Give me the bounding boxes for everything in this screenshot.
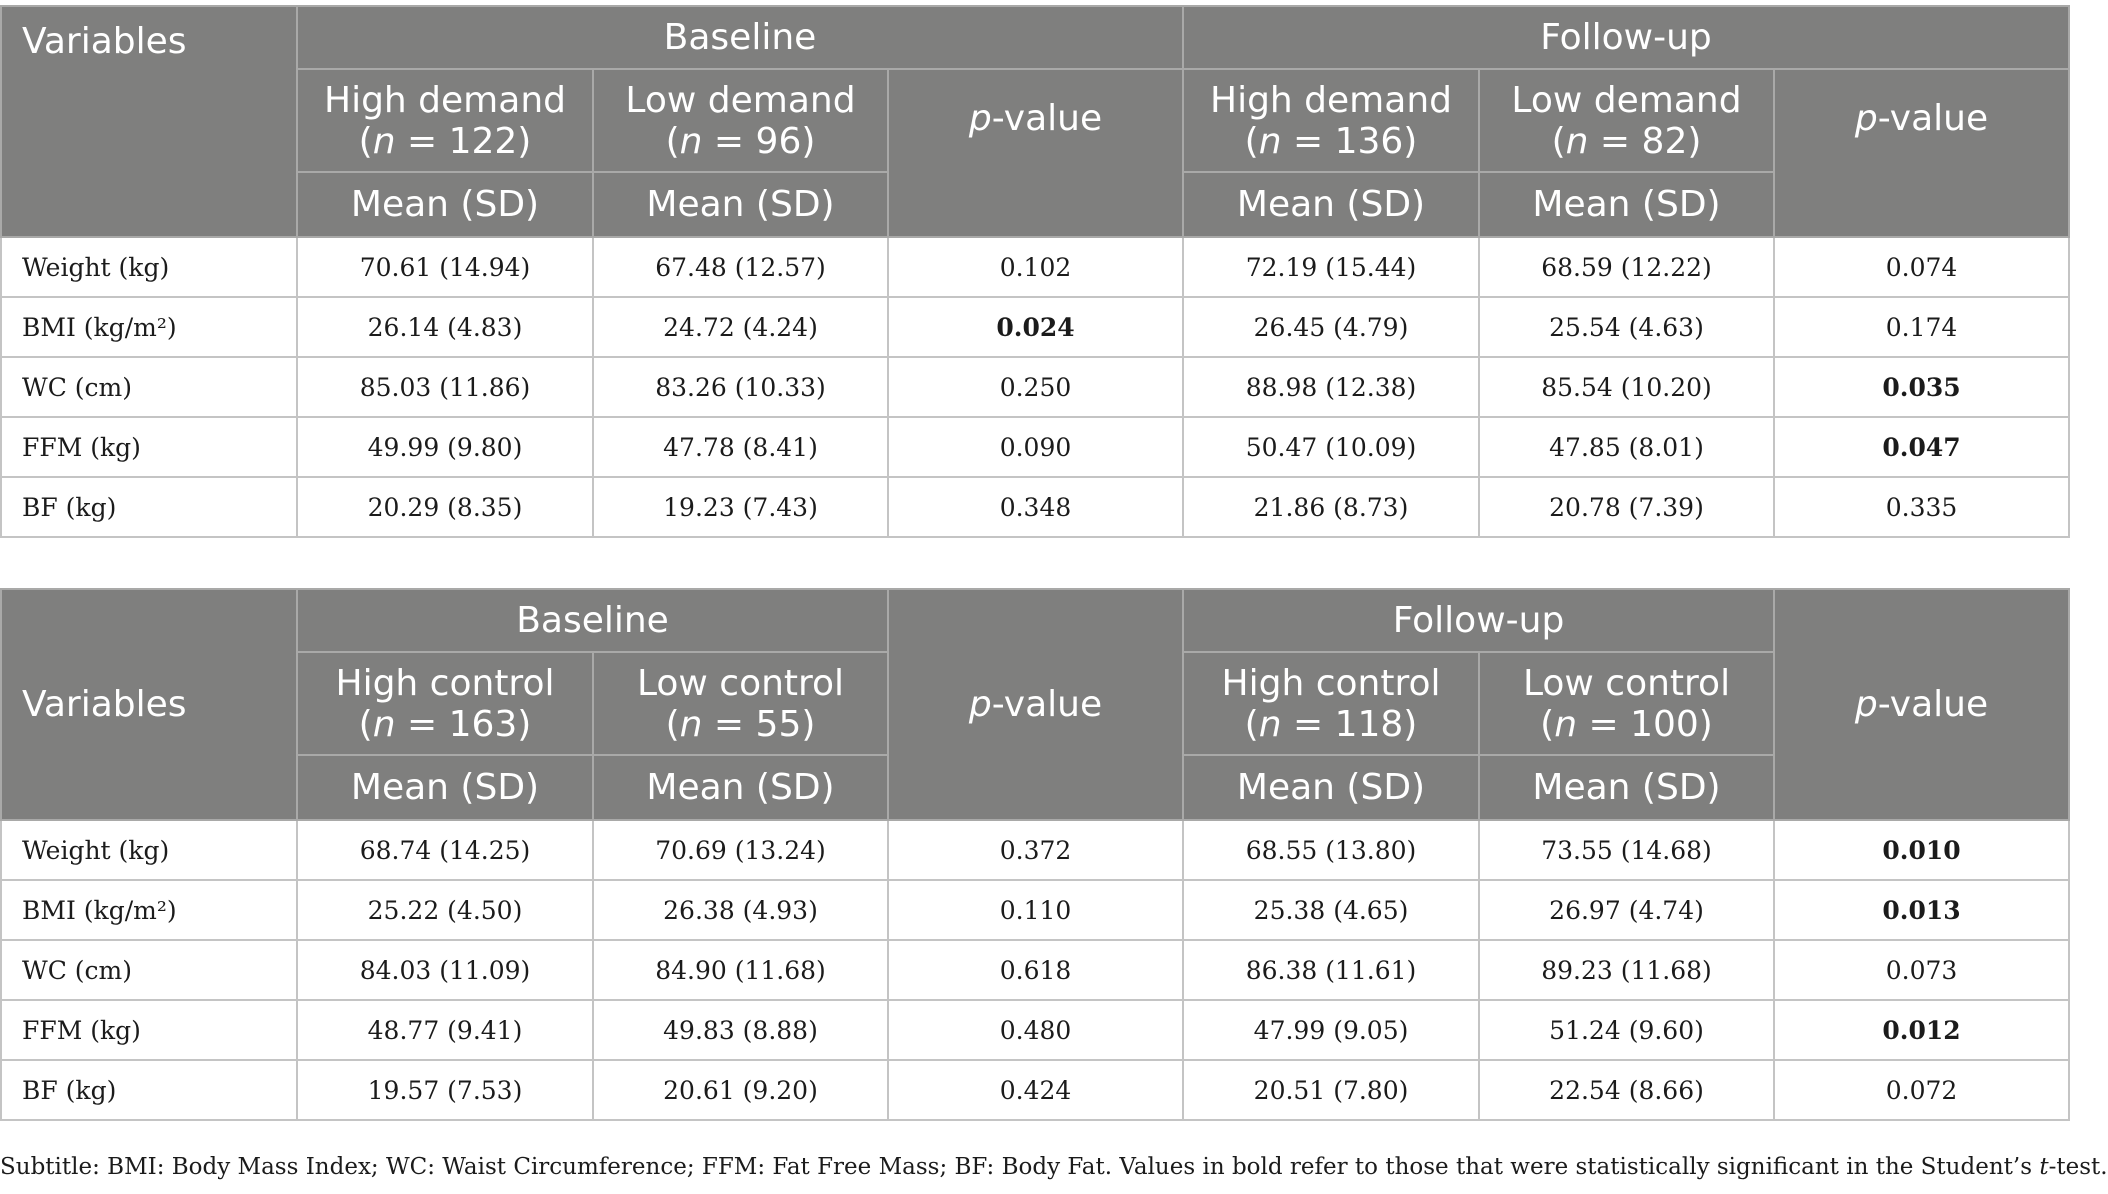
value-cell: 72.19 (15.44) xyxy=(1183,237,1479,297)
value-cell: 88.98 (12.38) xyxy=(1183,357,1479,417)
value-cell: 25.54 (4.63) xyxy=(1479,297,1774,357)
value-cell: 86.38 (11.61) xyxy=(1183,940,1479,1000)
variable-cell: Weight (kg) xyxy=(1,237,297,297)
stat-header: Mean (SD) xyxy=(1479,172,1774,237)
value-cell: 67.48 (12.57) xyxy=(593,237,888,297)
pvalue-cell: 0.047 xyxy=(1774,417,2069,477)
stat-header: Mean (SD) xyxy=(1183,755,1479,820)
table-row xyxy=(1,820,2069,880)
stat-header: Mean (SD) xyxy=(297,172,593,237)
pvalue-cell: 0.072 xyxy=(1774,1060,2069,1120)
value-cell: 70.61 (14.94) xyxy=(297,237,593,297)
variable-cell: FFM (kg) xyxy=(1,1000,297,1060)
value-cell: 25.22 (4.50) xyxy=(297,880,593,940)
group-header: High control (n = 163) xyxy=(297,652,593,755)
demand-table-body xyxy=(1,237,2069,537)
group-name: Low demand xyxy=(1511,79,1742,121)
group-header: Low control (n = 55) xyxy=(593,652,888,755)
table-row xyxy=(1,1000,2069,1060)
variable-cell: BF (kg) xyxy=(1,477,297,537)
variable-cell: WC (cm) xyxy=(1,940,297,1000)
pvalue-header: p-value xyxy=(1774,69,2069,237)
baseline-header: Baseline xyxy=(297,589,888,652)
variables-header: Variables xyxy=(1,589,297,820)
pvalue-cell: 0.174 xyxy=(1774,297,2069,357)
value-cell: 20.51 (7.80) xyxy=(1183,1060,1479,1120)
table-row xyxy=(1,477,2069,537)
pvalue-cell: 0.250 xyxy=(888,357,1183,417)
pvalue-cell: 0.024 xyxy=(888,297,1183,357)
stat-header: Mean (SD) xyxy=(1183,172,1479,237)
pvalue-cell: 0.110 xyxy=(888,880,1183,940)
stat-header: Mean (SD) xyxy=(593,172,888,237)
value-cell: 68.74 (14.25) xyxy=(297,820,593,880)
value-cell: 20.78 (7.39) xyxy=(1479,477,1774,537)
value-cell: 50.47 (10.09) xyxy=(1183,417,1479,477)
value-cell: 47.78 (8.41) xyxy=(593,417,888,477)
variable-cell: BF (kg) xyxy=(1,1060,297,1120)
value-cell: 22.54 (8.66) xyxy=(1479,1060,1774,1120)
variable-cell: WC (cm) xyxy=(1,357,297,417)
stat-header: Mean (SD) xyxy=(593,755,888,820)
pvalue-cell: 0.013 xyxy=(1774,880,2069,940)
followup-header: Follow-up xyxy=(1183,589,1774,652)
group-header: Low control (n = 100) xyxy=(1479,652,1774,755)
group-header: Low demand (n = 82) xyxy=(1479,69,1774,172)
value-cell: 85.03 (11.86) xyxy=(297,357,593,417)
pvalue-cell: 0.010 xyxy=(1774,820,2069,880)
value-cell: 89.23 (11.68) xyxy=(1479,940,1774,1000)
pvalue-cell: 0.074 xyxy=(1774,237,2069,297)
table-row xyxy=(1,880,2069,940)
value-cell: 68.59 (12.22) xyxy=(1479,237,1774,297)
value-cell: 85.54 (10.20) xyxy=(1479,357,1774,417)
group-name: Low control xyxy=(636,662,845,704)
value-cell: 26.14 (4.83) xyxy=(297,297,593,357)
value-cell: 48.77 (9.41) xyxy=(297,1000,593,1060)
variable-cell: BMI (kg/m²) xyxy=(1,880,297,940)
value-cell: 19.23 (7.43) xyxy=(593,477,888,537)
value-cell: 47.85 (8.01) xyxy=(1479,417,1774,477)
value-cell: 47.99 (9.05) xyxy=(1183,1000,1479,1060)
group-header: High demand (n = 136) xyxy=(1183,69,1479,172)
variable-cell: BMI (kg/m²) xyxy=(1,297,297,357)
table-row xyxy=(1,417,2069,477)
value-cell: 83.26 (10.33) xyxy=(593,357,888,417)
value-cell: 25.38 (4.65) xyxy=(1183,880,1479,940)
pvalue-cell: 0.372 xyxy=(888,820,1183,880)
control-table-header xyxy=(1,589,2069,820)
value-cell: 26.38 (4.93) xyxy=(593,880,888,940)
value-cell: 24.72 (4.24) xyxy=(593,297,888,357)
table-row xyxy=(1,357,2069,417)
table-row xyxy=(1,297,2069,357)
group-name: High control xyxy=(335,662,555,704)
value-cell: 84.90 (11.68) xyxy=(593,940,888,1000)
variable-cell: Weight (kg) xyxy=(1,820,297,880)
value-cell: 19.57 (7.53) xyxy=(297,1060,593,1120)
variable-cell: FFM (kg) xyxy=(1,417,297,477)
pvalue-cell: 0.424 xyxy=(888,1060,1183,1120)
pvalue-header: p-value xyxy=(888,589,1183,820)
group-name: High control xyxy=(1221,662,1441,704)
value-cell: 49.99 (9.80) xyxy=(297,417,593,477)
stat-header: Mean (SD) xyxy=(297,755,593,820)
control-table xyxy=(0,588,2070,1121)
demand-table xyxy=(0,5,2070,538)
value-cell: 70.69 (13.24) xyxy=(593,820,888,880)
value-cell: 49.83 (8.88) xyxy=(593,1000,888,1060)
table-row xyxy=(1,940,2069,1000)
group-name: High demand xyxy=(1210,79,1452,121)
value-cell: 51.24 (9.60) xyxy=(1479,1000,1774,1060)
pvalue-cell: 0.335 xyxy=(1774,477,2069,537)
group-name: Low demand xyxy=(625,79,856,121)
pvalue-cell: 0.102 xyxy=(888,237,1183,297)
value-cell: 84.03 (11.09) xyxy=(297,940,593,1000)
value-cell: 26.97 (4.74) xyxy=(1479,880,1774,940)
pvalue-header: p-value xyxy=(1774,589,2069,820)
pvalue-cell: 0.348 xyxy=(888,477,1183,537)
demand-table-header xyxy=(1,6,2069,237)
group-name: Low control xyxy=(1522,662,1731,704)
pvalue-cell: 0.480 xyxy=(888,1000,1183,1060)
group-header: Low demand (n = 96) xyxy=(593,69,888,172)
stat-header: Mean (SD) xyxy=(1479,755,1774,820)
value-cell: 21.86 (8.73) xyxy=(1183,477,1479,537)
value-cell: 73.55 (14.68) xyxy=(1479,820,1774,880)
followup-header: Follow-up xyxy=(1183,6,2069,69)
group-name: High demand xyxy=(324,79,566,121)
value-cell: 68.55 (13.80) xyxy=(1183,820,1479,880)
group-header: High control (n = 118) xyxy=(1183,652,1479,755)
value-cell: 26.45 (4.79) xyxy=(1183,297,1479,357)
pvalue-cell: 0.012 xyxy=(1774,1000,2069,1060)
value-cell: 20.61 (9.20) xyxy=(593,1060,888,1120)
variables-header: Variables xyxy=(1,6,297,237)
table-row xyxy=(1,237,2069,297)
pvalue-cell: 0.090 xyxy=(888,417,1183,477)
control-table-body xyxy=(1,820,2069,1120)
pvalue-cell: 0.618 xyxy=(888,940,1183,1000)
baseline-header: Baseline xyxy=(297,6,1183,69)
table-caption: Subtitle: BMI: Body Mass Index; WC: Waist Circumference; FFM: Fat Free Mass; BF: Body Fat. Values in bold refer to those that were statistically significant in the Student’s t-test. xyxy=(0,1154,2108,1180)
pvalue-cell: 0.035 xyxy=(1774,357,2069,417)
table-row xyxy=(1,1060,2069,1120)
pvalue-cell: 0.073 xyxy=(1774,940,2069,1000)
group-header: High demand (n = 122) xyxy=(297,69,593,172)
value-cell: 20.29 (8.35) xyxy=(297,477,593,537)
pvalue-header: p-value xyxy=(888,69,1183,237)
